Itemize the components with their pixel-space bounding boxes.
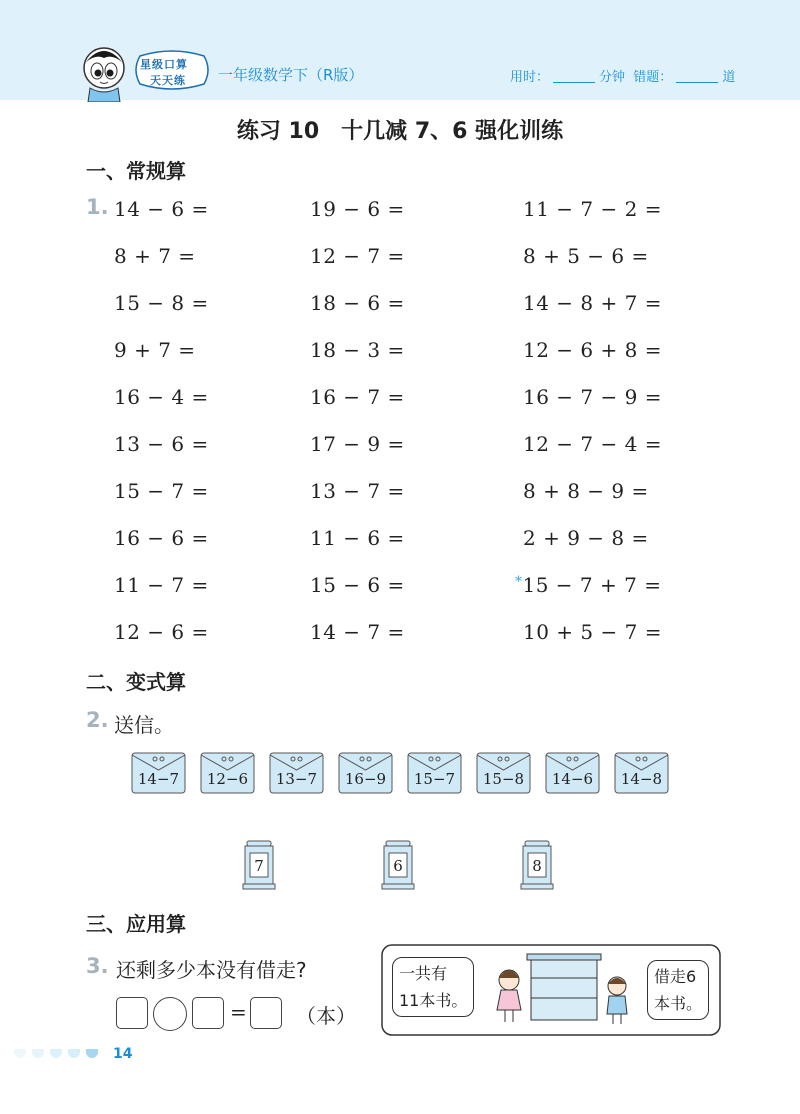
problem: 14 − 7 = — [310, 620, 405, 644]
problem: 16 − 7 = — [310, 385, 405, 409]
errors-blank[interactable] — [676, 82, 718, 83]
problem: 8 + 8 − 9 = — [523, 479, 649, 503]
problem: 17 − 9 = — [310, 432, 405, 456]
section2-heading: 二、变式算 — [86, 670, 186, 694]
star-mark: * — [515, 574, 523, 590]
envelope-expression: 15−8 — [482, 770, 525, 788]
minutes-label: 分钟 — [599, 70, 626, 85]
question3-text: 还剩多少本没有借走? — [116, 958, 307, 982]
envelope-card[interactable] — [614, 752, 669, 794]
problem-grid — [114, 197, 714, 657]
answer-box-result[interactable] — [250, 997, 282, 1029]
time-label: 用时： — [510, 70, 550, 85]
envelope-expression: 13−7 — [275, 770, 318, 788]
speech-bubble-left — [392, 957, 474, 1017]
problem-starred — [515, 573, 661, 597]
bubble-left-line1: 一共有 — [399, 964, 448, 983]
equals-sign: = — [230, 1000, 247, 1024]
mailbox-number: 6 — [393, 857, 403, 875]
problem: 10 + 5 − 7 = — [523, 620, 662, 644]
bookshelf-icon — [527, 954, 601, 1020]
question2-text: 送信。 — [114, 713, 174, 737]
question3-number: 3. — [86, 954, 109, 978]
problem: 16 − 6 = — [114, 526, 209, 550]
problem: 15 − 7 + 7 = — [522, 573, 662, 597]
problem: 11 − 7 − 2 = — [523, 197, 662, 221]
envelope-expression: 12−6 — [206, 770, 249, 788]
envelope-card[interactable] — [338, 752, 393, 794]
count-label: 道 — [722, 70, 736, 85]
bubble-left-line2: 11本书。 — [399, 991, 468, 1010]
grade-label: 一年级数学下（R版） — [218, 66, 364, 84]
time-blank[interactable] — [553, 82, 595, 83]
problem: 13 − 6 = — [114, 432, 209, 456]
problem: 9 + 7 = — [114, 338, 196, 362]
problem: 13 − 7 = — [310, 479, 405, 503]
problem: 8 + 5 − 6 = — [523, 244, 649, 268]
mailbox[interactable] — [381, 840, 415, 890]
problem: 14 − 8 + 7 = — [523, 291, 662, 315]
envelope-expression: 15−7 — [413, 770, 456, 788]
mailbox-number: 8 — [532, 857, 542, 875]
problem: 11 − 7 = — [114, 573, 209, 597]
errors-label: 错题： — [633, 70, 673, 85]
bubble-right-line1: 借走6 — [654, 967, 697, 986]
problem: 18 − 6 = — [310, 291, 405, 315]
question2-number: 2. — [86, 708, 109, 732]
question1-number: 1. — [86, 195, 109, 219]
section1-heading: 一、常规算 — [86, 159, 186, 183]
problem: 19 − 6 = — [310, 197, 405, 221]
problem: 11 − 6 = — [310, 526, 405, 550]
envelope-expression: 14−6 — [551, 770, 594, 788]
problem: 12 − 7 = — [310, 244, 405, 268]
problem: 18 − 3 = — [310, 338, 405, 362]
problem: 8 + 7 = — [114, 244, 196, 268]
page-title: 练习 10 十几减 7、6 强化训练 — [236, 119, 564, 144]
mailbox-number: 7 — [254, 857, 264, 875]
envelope-card[interactable] — [200, 752, 255, 794]
problem: 2 + 9 − 8 = — [523, 526, 649, 550]
envelope-expression: 14−7 — [137, 770, 180, 788]
envelope-card[interactable] — [407, 752, 462, 794]
problem: 14 − 6 = — [114, 197, 209, 221]
problem: 12 − 6 + 8 = — [523, 338, 662, 362]
logo-text-line2: 天天练 — [150, 74, 186, 87]
envelope-card[interactable] — [545, 752, 600, 794]
answer-box-2[interactable] — [192, 997, 224, 1029]
answer-box-1[interactable] — [116, 997, 148, 1029]
problem: 12 − 7 − 4 = — [523, 432, 662, 456]
problem: 15 − 7 = — [114, 479, 209, 503]
mailbox[interactable] — [242, 840, 276, 890]
problem: 15 − 8 = — [114, 291, 209, 315]
bubble-right-line2: 本书。 — [654, 994, 703, 1013]
envelope-card[interactable] — [131, 752, 186, 794]
envelope-card[interactable] — [269, 752, 324, 794]
speech-bubble-right — [647, 960, 709, 1020]
envelope-card[interactable] — [476, 752, 531, 794]
mailbox[interactable] — [520, 840, 554, 890]
problem: 16 − 4 = — [114, 385, 209, 409]
timing-fields — [510, 66, 735, 85]
section3-heading: 三、应用算 — [86, 912, 186, 936]
problem: 15 − 6 = — [310, 573, 405, 597]
mascot-icon — [76, 44, 134, 102]
operator-circle[interactable] — [153, 997, 187, 1031]
page-number: 14 — [113, 1046, 133, 1062]
logo-text-line1: 星级口算 — [140, 58, 188, 71]
problem: 12 − 6 = — [114, 620, 209, 644]
envelope-expression: 16−9 — [344, 770, 387, 788]
unit-label: （本） — [296, 1004, 356, 1028]
problem: 16 − 7 − 9 = — [523, 385, 662, 409]
envelope-expression: 14−8 — [620, 770, 663, 788]
